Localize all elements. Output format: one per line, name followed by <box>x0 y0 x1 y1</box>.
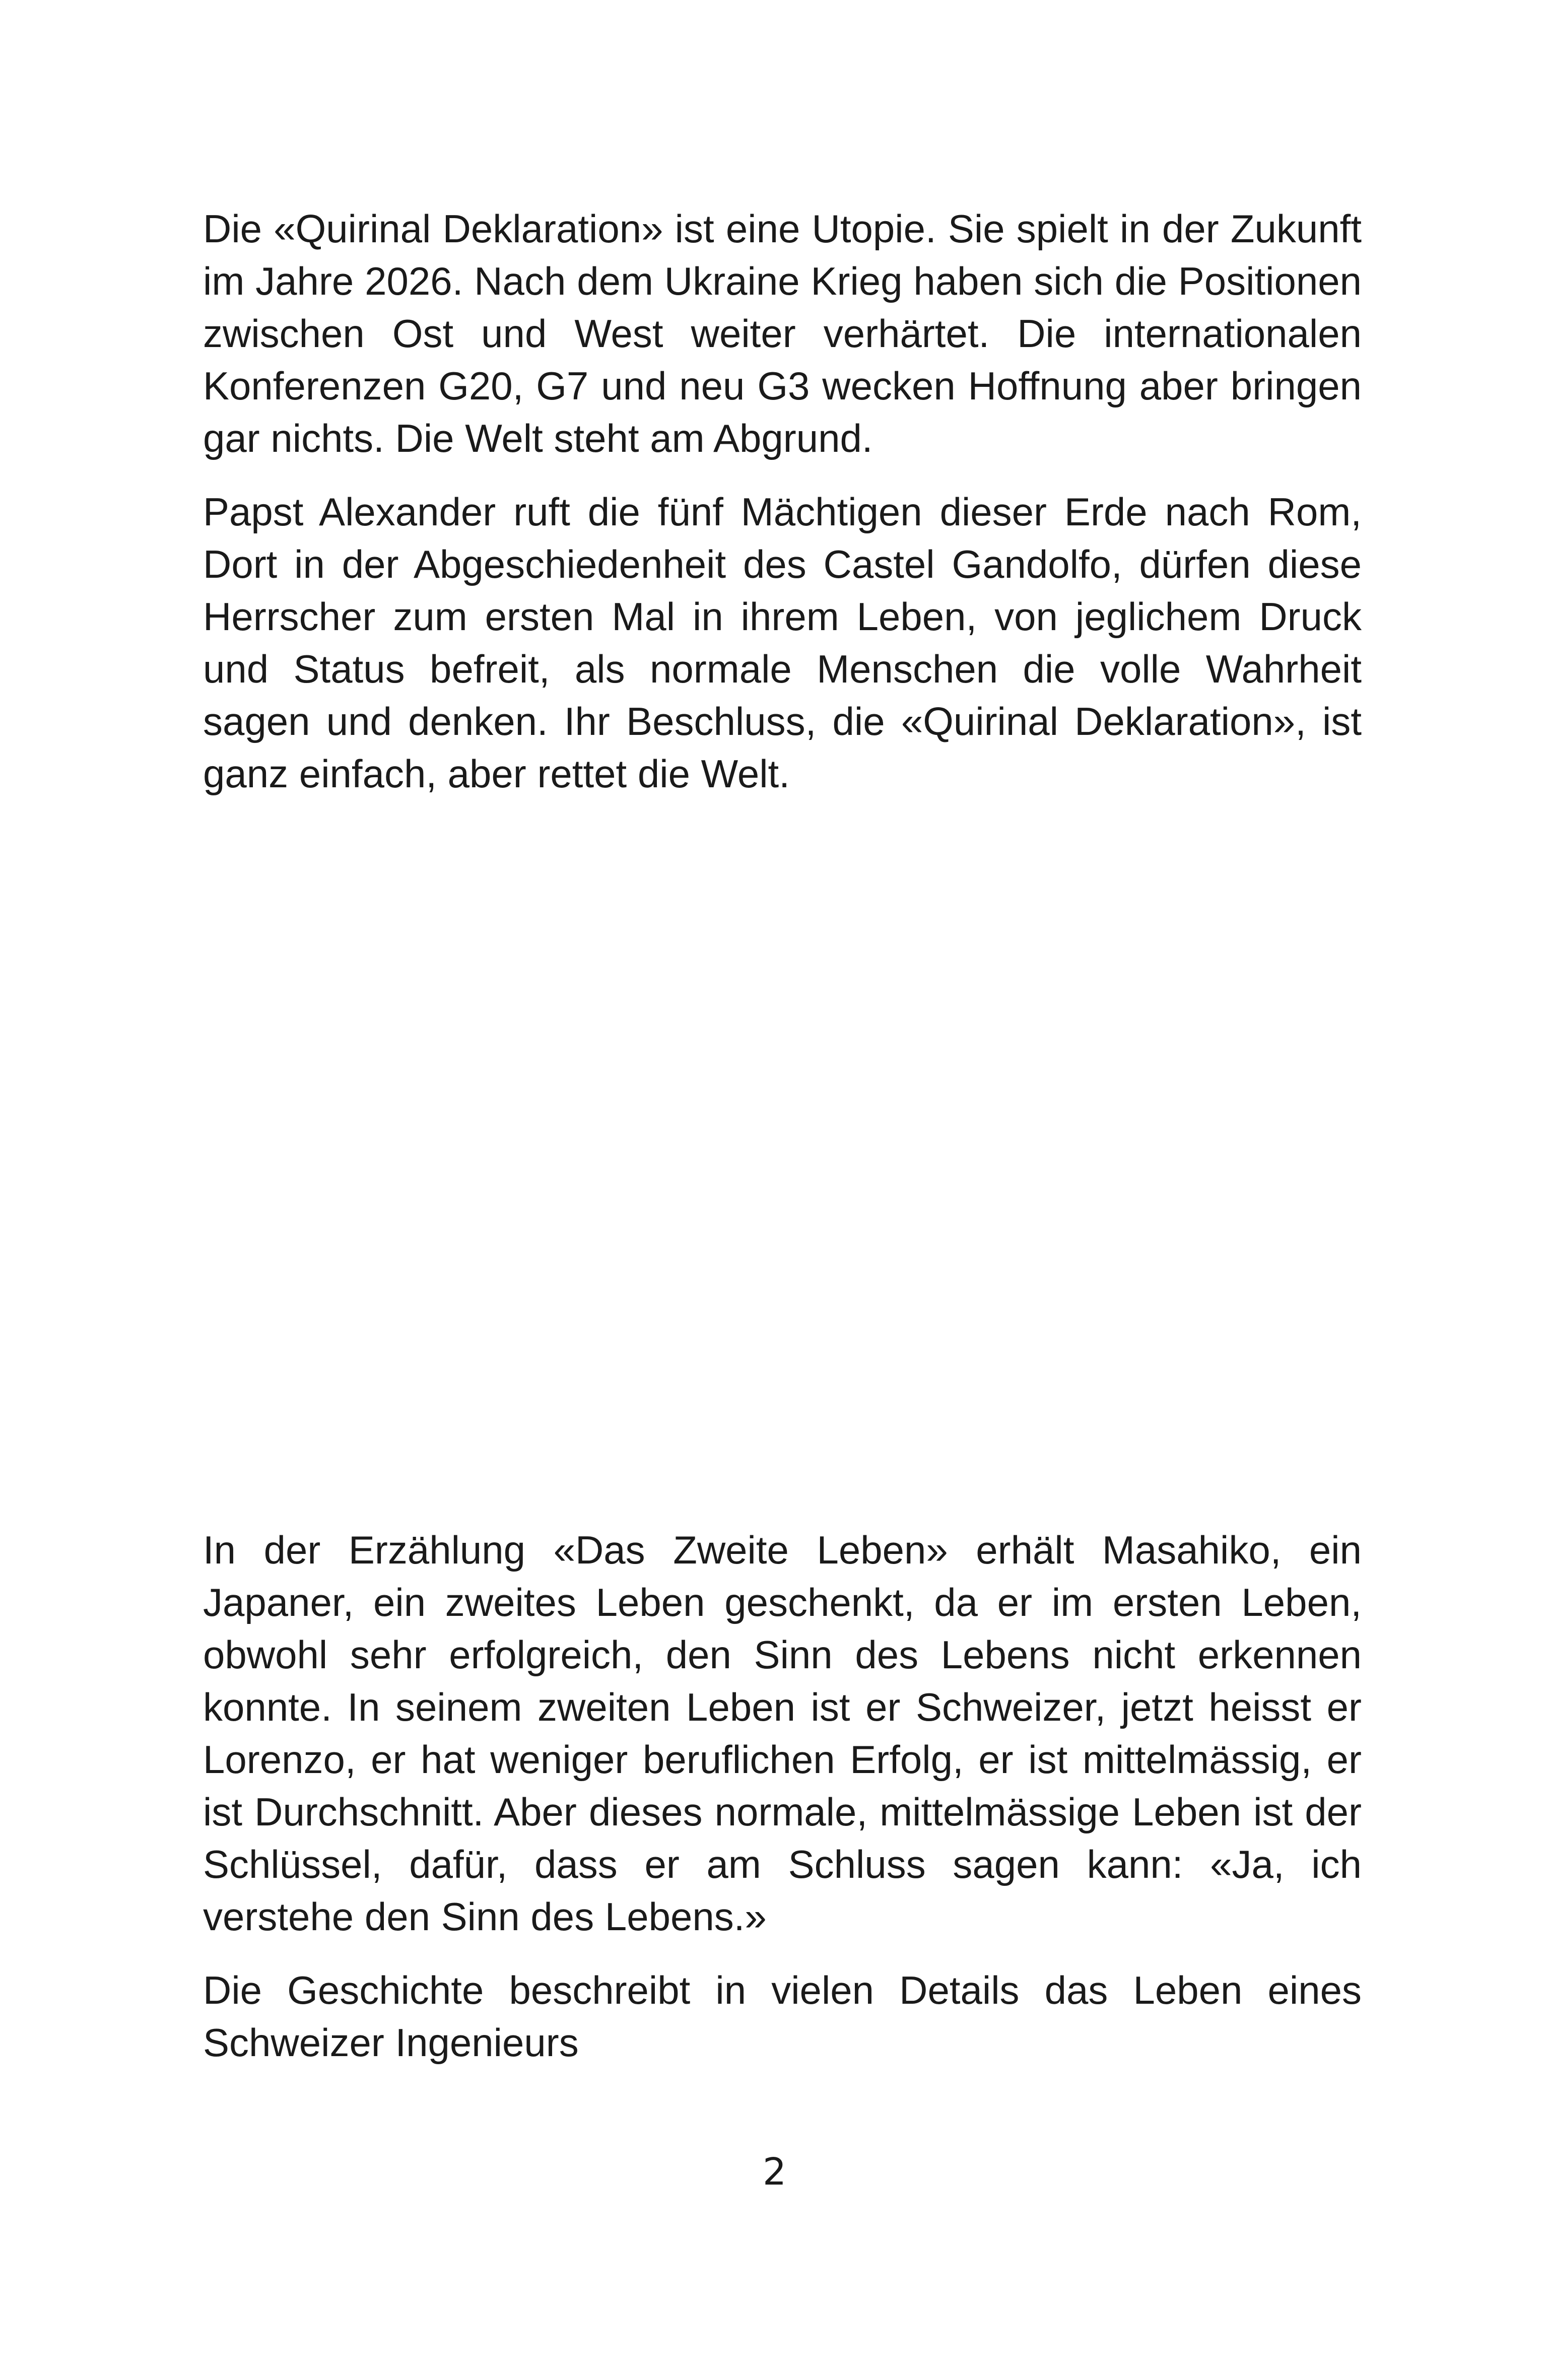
papst-alexander-paragraph: Papst Alexander ruft die fünf Mächtigen dieser Erde nach Rom, Dort in der Abgeschiedenheit des Castel Gandolfo, dürfen diese Herrscher zum ersten Mal in ihrem Leben, von jeglichem Druck und Status befreit, als normale Menschen die volle Wahrheit sagen und denken. Ihr Beschluss, die «Quirinal Deklaration», ist ganz einfach, aber rettet die Welt. <box>203 490 1362 796</box>
page-number: 2 <box>762 2150 787 2194</box>
quirinal-intro-paragraph: Die «Quirinal Deklaration» ist eine Utopie. Sie spielt in der Zukunft im Jahre 2026. Nach dem Ukraine Krieg haben sich die Positionen zwischen Ost und West weiter verhärtet. Die internationalen Konferenzen G20, G7 und neu G3 wecken Hoffnung aber bringen gar nichts. Die Welt steht am Abgrund. <box>203 207 1362 460</box>
zweite-leben-paragraph: In der Erzählung «Das Zweite Leben» erhält Masahiko, ein Japaner, ein zweites Leben geschenkt, da er im ersten Leben, obwohl sehr erfolgreich, den Sinn des Lebens nicht erkennen konnte. In seinem zweiten Leben ist er Schweizer, jetzt heisst er Lorenzo, er hat weniger beruflichen Erfolg, er ist mittelmässig, er ist Durchschnitt. Aber dieses normale, mittelmässige Leben ist der Schlüssel, dafür, dass er am Schluss sagen kann: «Ja, ich verstehe den Sinn des Lebens.» <box>203 1528 1362 1939</box>
lower-text-section <box>203 1524 1362 2069</box>
upper-text-section <box>203 202 1362 800</box>
ingenieur-paragraph: Die Geschichte beschreibt in vielen Details das Leben eines Schweizer Ingenieurs <box>203 1968 1362 2065</box>
